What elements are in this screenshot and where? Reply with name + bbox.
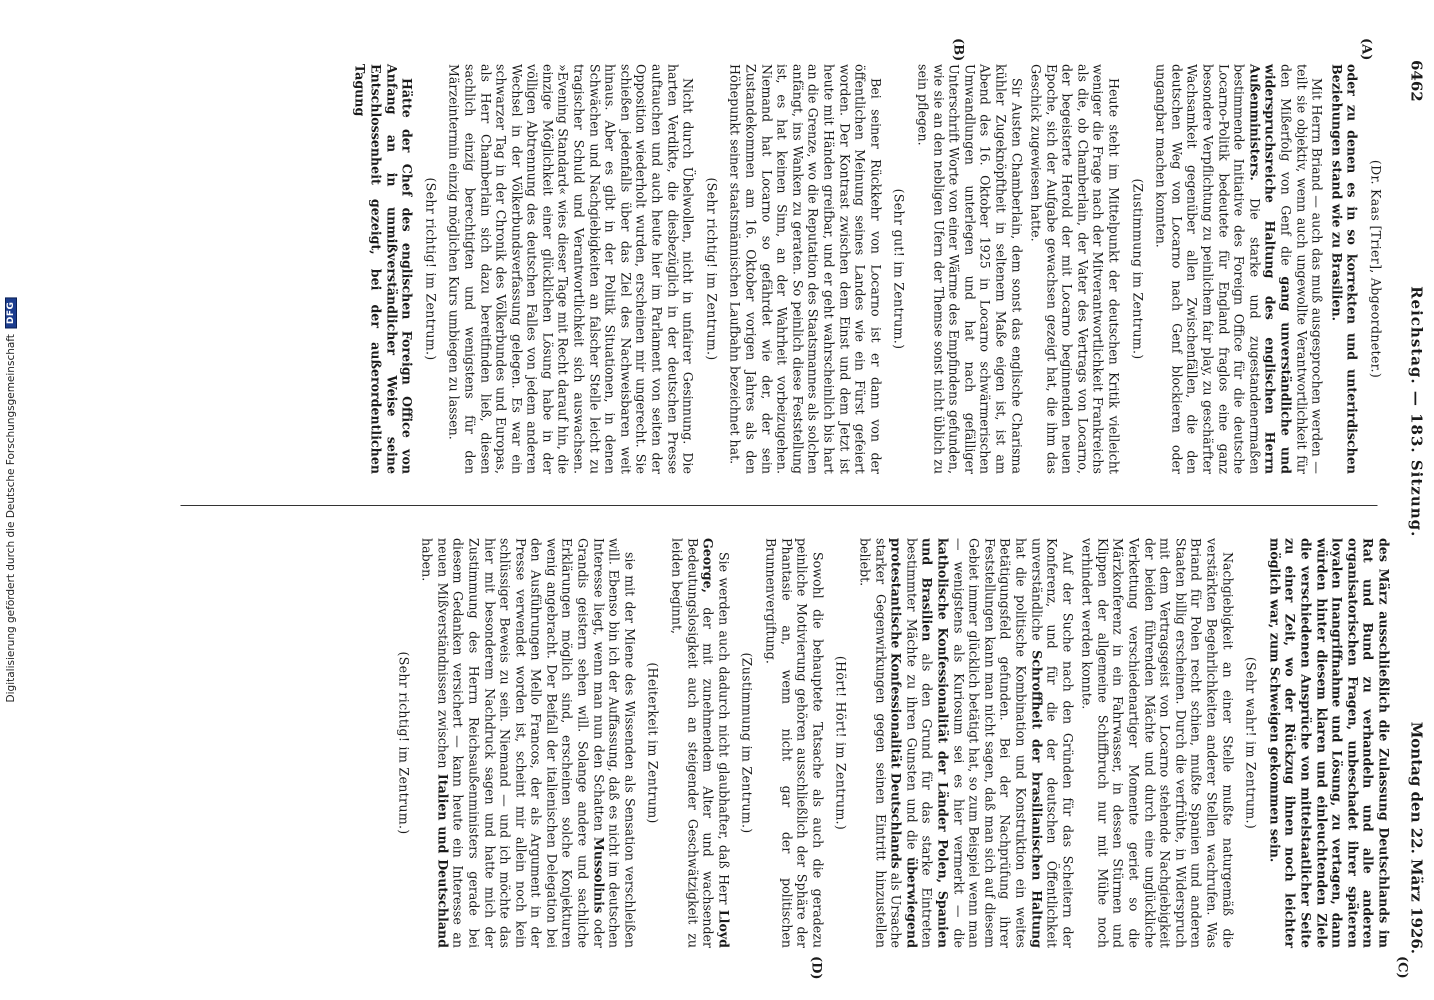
reaction: (Hört! Hört! im Zentrum.): [833, 655, 849, 831]
reaction: (Zustimmung im Zentrum.): [1129, 178, 1145, 360]
page-header: [1397, 60, 1425, 954]
emphasis-text: gang unverständliche und widerspruchsreiche Haltung des englischen Herrn Außenministers.: [1246, 64, 1294, 474]
paragraph: [1153, 64, 1325, 474]
emphasis-text: Mussolinis: [590, 836, 606, 914]
emphasis-text: Italien und Deutschland: [434, 773, 450, 948]
paragraph: Bei seiner Rückkehr von Locarno ist er dann von der öffentlichen Meinung seines Landes wie ein Fürst gefeiert worden. Der Kontrast zwischen dem Einst und dem Jetzt ist heute mit Händen greifbar, und er geht wahrscheinlich bis hart an die Grenze, wo die Reputation des Staatsmannes als solchen anfängt, ins Wanken zu geraten. So peinlich diese Feststellung ist, es hat keinen Sinn, an der Wahrheit vorbeizugehen. Niemand hat Locarno so gefährdet wie der, der sein Zustandekommen am 16. Oktober vorigen Jahres als den Höhepunkt seiner staatsmännischen Laufbahn bezeichnet hat.: [727, 64, 883, 474]
paragraph-text: hat die politische Kombination und Konstruktion ein weites Betätigungsfeld gefunden. Bei der Nachprüfung ihrer Feststellungen kann man nicht sagen, daß man sich auf diesem Gebiet immer glücklich betätigt hat, so zum Beispiel wenn man — wenigstens als Kuriosum sei es hier vermerkt — die: [950, 538, 1028, 948]
paragraph-text: als den Grund für das starke Eintreten bestimmter Mächte zu ihren Gunsten und die: [903, 538, 935, 948]
emphasis-text: Lloyd George,: [700, 538, 731, 948]
reaction: (Zustimmung im Zentrum.): [739, 652, 755, 834]
page-title: Reichstag. — 183. Sitzung.: [1407, 286, 1425, 538]
page-number: 6462: [1407, 60, 1425, 102]
paragraph-text: sie mit der Miene des Wissenden als Sensation verschleißen will. Ebenso bin ich der Auffassung, daß es nicht im deutschen Interesse liegt, wenn man nun den Schatten: [590, 538, 637, 948]
paragraph: [1266, 538, 1391, 948]
digitization-credit-text: Digitalisierung gefördert durch die Deutsche Forschungsgemeinschaft: [5, 334, 17, 703]
emphasis-text: des März ausschließlich die Zulassung Deutschlands im Rat und Bund zu verhandeln und alle anderen organisatorischen Fragen, unbeschadet ihrer späteren loyalen Inangriffnahme und Lösung, zu vertagen, dann würden hinter diesem klaren und einleuchtenden Ziele die verschiedenen Ansprüche von mittelstaatlicher Seite zu einer Zeit, wo der Rückzug ihnen noch leichter möglich war, zum Schweigen gekommen sein.: [1266, 538, 1391, 948]
paragraph-text: Mit Herrn Briand — auch das muß ausgesprochen werden — teilt sie objektiv, wenn auch ungewollte Verantwortlichkeit für den Mißerfolg von Genf die: [1278, 64, 1325, 474]
column-divider: [180, 505, 1377, 506]
paragraph: [352, 64, 414, 474]
paragraph-text: Die starke und zugestandenermaßen bestimmende Initiative des Foreign Office für die deutsche Locarno-Politik bedeutete für England fraglos eine ganz besondere Verpflichtung zu peinlichem fair play, zu geschärfter Wachsamkeit gegenüber allen Zwischenfällen, die den deutschen Weg von Locarno nach Genf blockieren oder ungangbar machen konnten.: [1153, 64, 1262, 474]
paragraph: [419, 538, 637, 948]
reaction: (Sehr richtig! im Zentrum.): [395, 651, 411, 835]
emphasis-text: katholische Konfessionalität der Länder Polen, Spanien und Brasilien: [919, 538, 950, 948]
reaction: (Sehr richtig! im Zentrum.): [703, 177, 719, 361]
paragraph-text: oder Grandis geistern sehen will. Solange andere und sachliche Erklärungen möglich sind, erscheinen solche Konjekturen wenig angebracht. Der Beifall der italienischen Delegation bei den Ausführungen Mello Francos, der als Argument in der Presse verwendet worden ist, scheint mir allein noch kein schlüssiger Beweis zu sein. Niemand — und ich möchte das hier mit besonderem Nachdruck sagen und hatte mich der Zustimmung des Herrn Reichsaußenministers gerade bei diesem Gedanken versichert — kann heute ein Interesse an neuen Mißverständnissen zwischen: [434, 538, 606, 948]
paragraph: Sowohl die behauptete Tatsache als auch die geradezu peinliche Motivierung gehören ausschließlich der Sphäre der Phantasie an, wenn nicht gar der politischen Brunnenvergiftung.: [763, 538, 825, 948]
reaction: (Sehr richtig! im Zentrum.): [422, 177, 438, 361]
margin-marker-b: (B): [950, 38, 965, 62]
paragraph: [1328, 64, 1359, 474]
paragraph-text: der mit zunehmendem Alter und wachsender Bedeutungslosigkeit auch an steigender Geschwätzigkeit zu leiden beginnt,: [669, 538, 716, 948]
paragraph: [668, 538, 730, 948]
scanned-page-area: [150, 38, 1434, 980]
paragraph: Sir Austen Chamberlain, dem sonst das englische Charisma kühler Zugeknöpftheit in seltenem Maße eigen ist, ist am Abend des 16. Oktober 1925 in Locarno schwärmerischen Umwandlungen unterlegen und hat nach gefälliger Unterschrift Worte von einer Wärme des Empfindens gefunden, wie sie an den nebligen Ufern der Themse sonst nicht üblich zu sein pflegen.: [914, 64, 1024, 474]
margin-marker-d: (D): [808, 956, 823, 980]
paragraph-text: Auf der Suche nach den Gründen für das Scheitern der Konferenz, und für die der deutschen Öffentlichkeit unverständliche: [1028, 538, 1075, 948]
reaction: (Heiterkeit im Zentrum): [645, 662, 661, 824]
paragraph-text: haben.: [419, 538, 435, 582]
paragraph: Nachgiebigkeit an einer Stelle mußte naturgemäß die verstärkten Begehrlichkeiten anderer Stellen wachrufen. Was Briand für Polen recht schien, mußte Spanien und anderen Staaten billig erscheinen. Durch die verfrühte, in Widerspruch mit dem Vertragsgeist von Locarno stehende Nachgiebigkeit der beiden führenden Mächte und durch eine unglückliche Verkettung verschiedenartiger Momente geriet so die Märzkonferenz in ein Fahrwasser, in dessen Stürmen und Klippen der allgemeine Schiffbruch nur mit Mühe noch verhindert werden konnte.: [1079, 538, 1235, 948]
margin-marker-c: (C): [1394, 956, 1409, 979]
dfg-logo: DFG: [5, 298, 17, 329]
scanned-page: [150, 38, 1434, 980]
left-column: [168, 64, 1391, 474]
paragraph-text: Sie werden auch dadurch nicht glaubhafter, daß Herr: [715, 552, 731, 905]
paragraph: [856, 538, 1074, 948]
speaker-line: (Dr. Kaas [Trier], Abgeordneter.): [1368, 159, 1383, 379]
emphasis-text: überwiegend protestantische Konfessionalität Deutschlands: [888, 538, 919, 948]
reaction: (Sehr wahr! im Zentrum.): [1243, 656, 1259, 830]
margin-marker-a: (A): [1358, 38, 1373, 61]
session-date: Montag den 22. März 1926.: [1407, 721, 1425, 954]
digitization-credit: [0, 0, 22, 1000]
reaction: (Sehr gut! im Zentrum.): [891, 188, 907, 350]
paragraph-text: als Ursache starker Gegenwirkungen gegen seinen Eintritt hinzustellen beliebt.: [857, 538, 904, 948]
emphasis-text: Schroffheit der brasilianischen Haltung: [1028, 650, 1044, 948]
right-column: [168, 538, 1391, 948]
paragraph: Nicht durch Übelwollen, nicht in unfairer Gesinnung. Die harten Verdikte, die diesbezüglich in der deutschen Presse auftauchen und auch heute hier im Parlament von seiten der Opposition wiederholt wurden, erscheinen mir ungerecht. Sie schießen jedenfalls über das Ziel des Nachweisbaren weit hinaus. Aber es gibt in der Politik Situationen, in denen Schwächen und Nachgiebigkeiten an falscher Stelle leicht zu tragischer Schuld und Verantwortlichkeit sich auswachsen. »Evening Standard« wies dieser Tage mit Recht darauf hin, die einzige Möglichkeit einer glücklichen Lösung habe in der völligen Abtrennung des deutschen Falles von jedem anderen Wechsel in der Völkerbundsverfassung gelegen. Es war ein schwarzer Tag in der Chronik des Völkerbundes und Europas, als Herr Chamberlain sich dazu bereitfinden ließ, diesen sachlich einzig berechtigten und wenigstens für den Märzeintermin einzig möglichen Kurs umbiegen zu lassen.: [446, 64, 696, 474]
emphasis-text: Hätte der Chef des englischen Foreign Office von Anfang an in unmißverständlicher Weise seine Entschlossenheit gezeigt, bei der außerordentlichen Tagung: [352, 64, 415, 474]
paragraph-text: oder zu denen es in so korrekten und unterirdischen Beziehungen stand wie zu Brasilien.: [1328, 64, 1360, 474]
paragraph: Heute steht im Mittelpunkt der deutschen Kritik vielleicht weniger die Frage nach der Mitverantwortlichkeit Frankreichs als die, ob Chamberlain, der Vater des Vertrags von Locarno, der begeisterte Herold der mit Locarno beginnenden neuen Epoche, sich der Aufgabe gewachsen gezeigt hat, die ihm das Geschick zugewiesen hatte.: [1028, 64, 1122, 474]
